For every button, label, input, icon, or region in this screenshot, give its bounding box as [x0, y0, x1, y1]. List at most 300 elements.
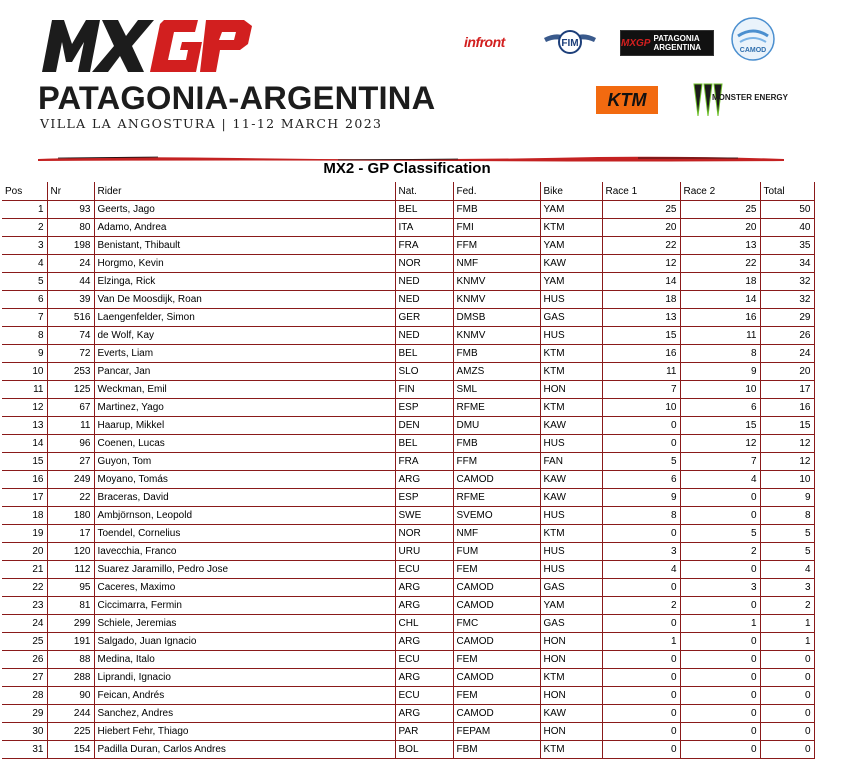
cell-race1: 0	[602, 417, 680, 435]
cell-pos: 2	[2, 219, 47, 237]
fim-text: FIM	[561, 38, 579, 49]
cell-rider: Guyon, Tom	[94, 453, 395, 471]
cell-nat: ARG	[395, 705, 453, 723]
cell-nat: ARG	[395, 579, 453, 597]
cell-pos: 8	[2, 327, 47, 345]
cell-total: 5	[760, 525, 814, 543]
cell-bike: HUS	[540, 291, 602, 309]
cell-pos: 5	[2, 273, 47, 291]
cell-rider: Suarez Jaramillo, Pedro Jose	[94, 561, 395, 579]
infront-logo: infront	[464, 34, 505, 50]
cell-nat: NOR	[395, 525, 453, 543]
table-row	[2, 633, 814, 651]
col-header-bike: Bike	[540, 183, 602, 201]
cell-race1: 0	[602, 723, 680, 741]
cell-race1: 7	[602, 381, 680, 399]
cell-nat: PAR	[395, 723, 453, 741]
cell-bike: HON	[540, 381, 602, 399]
cell-race1: 25	[602, 201, 680, 219]
table-row	[2, 453, 814, 471]
ktm-text: KTM	[607, 89, 647, 110]
cell-total: 12	[760, 453, 814, 471]
cell-nr: 81	[47, 597, 94, 615]
table-row	[2, 489, 814, 507]
cell-pos: 31	[2, 741, 47, 759]
cell-fed: NMF	[453, 255, 540, 273]
table-row	[2, 381, 814, 399]
cell-race1: 0	[602, 579, 680, 597]
cell-race2: 25	[680, 201, 760, 219]
table-row	[2, 327, 814, 345]
cell-bike: KTM	[540, 741, 602, 759]
cell-total: 1	[760, 633, 814, 651]
cell-pos: 26	[2, 651, 47, 669]
table-row	[2, 507, 814, 525]
col-header-nat: Nat.	[395, 183, 453, 201]
cell-race2: 0	[680, 741, 760, 759]
cell-race2: 20	[680, 219, 760, 237]
table-header-row	[2, 183, 814, 201]
cell-race1: 0	[602, 705, 680, 723]
cell-rider: Laengenfelder, Simon	[94, 309, 395, 327]
cell-pos: 16	[2, 471, 47, 489]
cell-rider: Hiebert Fehr, Thiago	[94, 723, 395, 741]
cell-nr: 249	[47, 471, 94, 489]
cell-race2: 0	[680, 723, 760, 741]
cell-bike: KAW	[540, 417, 602, 435]
table-row	[2, 741, 814, 759]
cell-nat: URU	[395, 543, 453, 561]
cell-bike: GAS	[540, 579, 602, 597]
cell-nat: NED	[395, 327, 453, 345]
cell-rider: de Wolf, Kay	[94, 327, 395, 345]
cell-race1: 22	[602, 237, 680, 255]
cell-nat: NED	[395, 291, 453, 309]
cell-total: 50	[760, 201, 814, 219]
cell-nr: 198	[47, 237, 94, 255]
cell-race2: 10	[680, 381, 760, 399]
cell-rider: Moyano, Tomás	[94, 471, 395, 489]
col-header-fed: Fed.	[453, 183, 540, 201]
cell-race2: 6	[680, 399, 760, 417]
cell-nr: 39	[47, 291, 94, 309]
cell-fed: FFM	[453, 453, 540, 471]
cell-race2: 16	[680, 309, 760, 327]
cell-nat: BEL	[395, 201, 453, 219]
patagonia-mx-text: MXGP	[621, 37, 651, 49]
cell-nat: NOR	[395, 255, 453, 273]
cell-rider: Caceres, Maximo	[94, 579, 395, 597]
cell-rider: Horgmo, Kevin	[94, 255, 395, 273]
cell-race1: 0	[602, 525, 680, 543]
cell-fed: RFME	[453, 489, 540, 507]
cell-race2: 0	[680, 561, 760, 579]
cell-race2: 15	[680, 417, 760, 435]
cell-bike: KTM	[540, 345, 602, 363]
cell-nat: NED	[395, 273, 453, 291]
cell-race1: 0	[602, 435, 680, 453]
cell-nat: FIN	[395, 381, 453, 399]
event-subtitle: VILLA LA ANGOSTURA | 11-12 MARCH 2023	[40, 116, 383, 131]
cell-rider: Elzinga, Rick	[94, 273, 395, 291]
cell-race1: 3	[602, 543, 680, 561]
table-row	[2, 201, 814, 219]
cell-rider: Everts, Liam	[94, 345, 395, 363]
cell-fed: FFM	[453, 237, 540, 255]
cell-pos: 20	[2, 543, 47, 561]
cell-rider: Iavecchia, Franco	[94, 543, 395, 561]
cell-fed: FBM	[453, 741, 540, 759]
cell-nat: CHL	[395, 615, 453, 633]
ktm-logo	[596, 86, 658, 114]
cell-fed: DMSB	[453, 309, 540, 327]
cell-bike: KTM	[540, 669, 602, 687]
cell-rider: Schiele, Jeremias	[94, 615, 395, 633]
table-row	[2, 615, 814, 633]
cell-total: 24	[760, 345, 814, 363]
cell-bike: HUS	[540, 435, 602, 453]
cell-nat: DEN	[395, 417, 453, 435]
cell-race2: 22	[680, 255, 760, 273]
cell-race1: 1	[602, 633, 680, 651]
classification-title: MX2 - GP Classification	[323, 160, 491, 177]
cell-fed: SML	[453, 381, 540, 399]
cell-race1: 0	[602, 615, 680, 633]
table-row	[2, 525, 814, 543]
cell-bike: HUS	[540, 561, 602, 579]
cell-nr: 288	[47, 669, 94, 687]
col-header-nr: Nr	[47, 183, 94, 201]
cell-pos: 3	[2, 237, 47, 255]
cell-fed: FEM	[453, 561, 540, 579]
cell-rider: Geerts, Jago	[94, 201, 395, 219]
cell-nr: 191	[47, 633, 94, 651]
table-row	[2, 561, 814, 579]
monster-claw-icon	[688, 80, 789, 120]
cell-pos: 13	[2, 417, 47, 435]
cell-bike: YAM	[540, 597, 602, 615]
cell-rider: Benistant, Thibault	[94, 237, 395, 255]
cell-rider: Martinez, Yago	[94, 399, 395, 417]
cell-race1: 12	[602, 255, 680, 273]
cell-fed: FEM	[453, 651, 540, 669]
cell-nat: ARG	[395, 633, 453, 651]
cell-nr: 225	[47, 723, 94, 741]
cell-race2: 1	[680, 615, 760, 633]
cell-nr: 88	[47, 651, 94, 669]
cell-total: 15	[760, 417, 814, 435]
cell-rider: Pancar, Jan	[94, 363, 395, 381]
cell-nr: 125	[47, 381, 94, 399]
cell-fed: AMZS	[453, 363, 540, 381]
cell-total: 9	[760, 489, 814, 507]
table-row	[2, 597, 814, 615]
cell-nat: BEL	[395, 345, 453, 363]
cell-bike: GAS	[540, 309, 602, 327]
cell-total: 32	[760, 291, 814, 309]
cell-fed: CAMOD	[453, 669, 540, 687]
cell-rider: Weckman, Emil	[94, 381, 395, 399]
cell-race1: 14	[602, 273, 680, 291]
cell-rider: Feican, Andrés	[94, 687, 395, 705]
cell-total: 5	[760, 543, 814, 561]
cell-pos: 22	[2, 579, 47, 597]
cell-race2: 0	[680, 597, 760, 615]
cell-nr: 112	[47, 561, 94, 579]
document-header	[0, 0, 844, 158]
cell-pos: 11	[2, 381, 47, 399]
col-header-race2: Race 2	[680, 183, 760, 201]
cell-race2: 0	[680, 687, 760, 705]
cell-nat: ARG	[395, 597, 453, 615]
cell-fed: CAMOD	[453, 705, 540, 723]
cell-race1: 8	[602, 507, 680, 525]
cell-total: 0	[760, 723, 814, 741]
cell-total: 29	[760, 309, 814, 327]
cell-race2: 0	[680, 705, 760, 723]
table-row	[2, 237, 814, 255]
header-divider	[38, 150, 784, 158]
table-row	[2, 471, 814, 489]
col-header-rider: Rider	[94, 183, 395, 201]
cell-race1: 15	[602, 327, 680, 345]
cell-race1: 11	[602, 363, 680, 381]
table-row	[2, 255, 814, 273]
cell-rider: Salgado, Juan Ignacio	[94, 633, 395, 651]
cell-fed: FMB	[453, 201, 540, 219]
cell-race2: 12	[680, 435, 760, 453]
table-row	[2, 417, 814, 435]
cell-nat: ECU	[395, 687, 453, 705]
cell-total: 8	[760, 507, 814, 525]
cell-pos: 17	[2, 489, 47, 507]
cell-bike: HON	[540, 687, 602, 705]
cell-nat: ECU	[395, 651, 453, 669]
cell-race2: 0	[680, 507, 760, 525]
cell-bike: HON	[540, 723, 602, 741]
cell-race1: 9	[602, 489, 680, 507]
cell-pos: 24	[2, 615, 47, 633]
cell-pos: 30	[2, 723, 47, 741]
cell-race1: 13	[602, 309, 680, 327]
cell-nr: 253	[47, 363, 94, 381]
cell-fed: RFME	[453, 399, 540, 417]
event-title: PATAGONIA-ARGENTINA	[38, 80, 436, 116]
cell-fed: KNMV	[453, 273, 540, 291]
cell-pos: 23	[2, 597, 47, 615]
cell-rider: Toendel, Cornelius	[94, 525, 395, 543]
cell-nr: 180	[47, 507, 94, 525]
cell-nat: FRA	[395, 453, 453, 471]
cell-fed: FMC	[453, 615, 540, 633]
cell-rider: Medina, Italo	[94, 651, 395, 669]
cell-fed: FEPAM	[453, 723, 540, 741]
cell-pos: 15	[2, 453, 47, 471]
cell-pos: 9	[2, 345, 47, 363]
col-header-race1: Race 1	[602, 183, 680, 201]
cell-total: 16	[760, 399, 814, 417]
cell-total: 40	[760, 219, 814, 237]
cell-fed: SVEMO	[453, 507, 540, 525]
table-row	[2, 399, 814, 417]
cell-bike: KAW	[540, 255, 602, 273]
cell-bike: KTM	[540, 399, 602, 417]
fim-logo	[542, 28, 598, 56]
cell-fed: FMB	[453, 345, 540, 363]
cell-total: 0	[760, 669, 814, 687]
cell-bike: KTM	[540, 525, 602, 543]
cell-fed: FMB	[453, 435, 540, 453]
cell-race1: 4	[602, 561, 680, 579]
cell-nat: ESP	[395, 399, 453, 417]
cell-nat: ESP	[395, 489, 453, 507]
cell-rider: Braceras, David	[94, 489, 395, 507]
cell-nat: BEL	[395, 435, 453, 453]
cell-race1: 20	[602, 219, 680, 237]
cell-bike: FAN	[540, 453, 602, 471]
table-row	[2, 273, 814, 291]
table-row	[2, 345, 814, 363]
cell-nat: FRA	[395, 237, 453, 255]
patagonia-text: PATAGONIA ARGENTINA	[653, 34, 702, 52]
monster-energy-logo	[688, 80, 789, 120]
cell-nr: 24	[47, 255, 94, 273]
cell-bike: YAM	[540, 201, 602, 219]
cell-nr: 67	[47, 399, 94, 417]
cell-nat: SLO	[395, 363, 453, 381]
cell-total: 12	[760, 435, 814, 453]
table-row	[2, 669, 814, 687]
cell-nr: 27	[47, 453, 94, 471]
camod-text: CAMOD	[739, 47, 767, 54]
cell-race1: 16	[602, 345, 680, 363]
cell-nr: 96	[47, 435, 94, 453]
cell-rider: Liprandi, Ignacio	[94, 669, 395, 687]
cell-pos: 27	[2, 669, 47, 687]
cell-nr: 17	[47, 525, 94, 543]
cell-nat: GER	[395, 309, 453, 327]
cell-total: 35	[760, 237, 814, 255]
cell-race2: 3	[680, 579, 760, 597]
cell-nr: 90	[47, 687, 94, 705]
mxgp-logo	[38, 14, 254, 76]
cell-fed: FUM	[453, 543, 540, 561]
cell-nr: 299	[47, 615, 94, 633]
cell-bike: HUS	[540, 327, 602, 345]
cell-nr: 120	[47, 543, 94, 561]
table-row	[2, 309, 814, 327]
cell-pos: 4	[2, 255, 47, 273]
cell-rider: Padilla Duran, Carlos Andres	[94, 741, 395, 759]
cell-race1: 0	[602, 741, 680, 759]
cell-fed: CAMOD	[453, 471, 540, 489]
cell-nr: 80	[47, 219, 94, 237]
cell-bike: KAW	[540, 489, 602, 507]
cell-race2: 18	[680, 273, 760, 291]
cell-rider: Coenen, Lucas	[94, 435, 395, 453]
cell-race2: 0	[680, 651, 760, 669]
cell-pos: 19	[2, 525, 47, 543]
cell-race2: 11	[680, 327, 760, 345]
mxgp-patagonia-logo	[620, 30, 714, 56]
cell-nr: 22	[47, 489, 94, 507]
cell-bike: HUS	[540, 507, 602, 525]
cell-nat: ARG	[395, 471, 453, 489]
cell-fed: KNMV	[453, 291, 540, 309]
table-row	[2, 687, 814, 705]
mxgp-logo-icon	[38, 14, 254, 76]
cell-race2: 0	[680, 633, 760, 651]
cell-total: 0	[760, 651, 814, 669]
cell-nat: SWE	[395, 507, 453, 525]
cell-pos: 10	[2, 363, 47, 381]
cell-race2: 9	[680, 363, 760, 381]
cell-bike: HON	[540, 651, 602, 669]
table-row	[2, 579, 814, 597]
cell-fed: FMI	[453, 219, 540, 237]
cell-race2: 8	[680, 345, 760, 363]
cell-nat: ECU	[395, 561, 453, 579]
camod-logo	[730, 16, 776, 62]
table-row	[2, 723, 814, 741]
cell-bike: KAW	[540, 471, 602, 489]
cell-bike: KTM	[540, 219, 602, 237]
cell-nr: 95	[47, 579, 94, 597]
cell-race1: 0	[602, 669, 680, 687]
cell-bike: HON	[540, 633, 602, 651]
cell-pos: 6	[2, 291, 47, 309]
cell-bike: HUS	[540, 543, 602, 561]
cell-total: 0	[760, 687, 814, 705]
cell-total: 4	[760, 561, 814, 579]
cell-nat: ITA	[395, 219, 453, 237]
cell-bike: GAS	[540, 615, 602, 633]
cell-race2: 13	[680, 237, 760, 255]
cell-nat: BOL	[395, 741, 453, 759]
cell-pos: 25	[2, 633, 47, 651]
cell-rider: Van De Moosdijk, Roan	[94, 291, 395, 309]
cell-total: 26	[760, 327, 814, 345]
col-header-total: Total	[760, 183, 814, 201]
table-row	[2, 291, 814, 309]
cell-pos: 14	[2, 435, 47, 453]
table-row	[2, 219, 814, 237]
cell-pos: 21	[2, 561, 47, 579]
cell-bike: YAM	[540, 273, 602, 291]
cell-fed: CAMOD	[453, 579, 540, 597]
cell-total: 10	[760, 471, 814, 489]
cell-nr: 244	[47, 705, 94, 723]
cell-rider: Ciccimarra, Fermin	[94, 597, 395, 615]
cell-nr: 154	[47, 741, 94, 759]
cell-pos: 29	[2, 705, 47, 723]
classification-table	[2, 182, 815, 759]
cell-nr: 516	[47, 309, 94, 327]
cell-race1: 5	[602, 453, 680, 471]
cell-total: 0	[760, 741, 814, 759]
cell-bike: YAM	[540, 237, 602, 255]
cell-race2: 0	[680, 669, 760, 687]
cell-nr: 44	[47, 273, 94, 291]
cell-fed: CAMOD	[453, 597, 540, 615]
cell-total: 2	[760, 597, 814, 615]
cell-total: 20	[760, 363, 814, 381]
fim-wings-icon	[542, 28, 598, 56]
cell-nr: 93	[47, 201, 94, 219]
table-row	[2, 543, 814, 561]
cell-total: 1	[760, 615, 814, 633]
monster-text: MONSTER ENERGY	[711, 93, 789, 102]
